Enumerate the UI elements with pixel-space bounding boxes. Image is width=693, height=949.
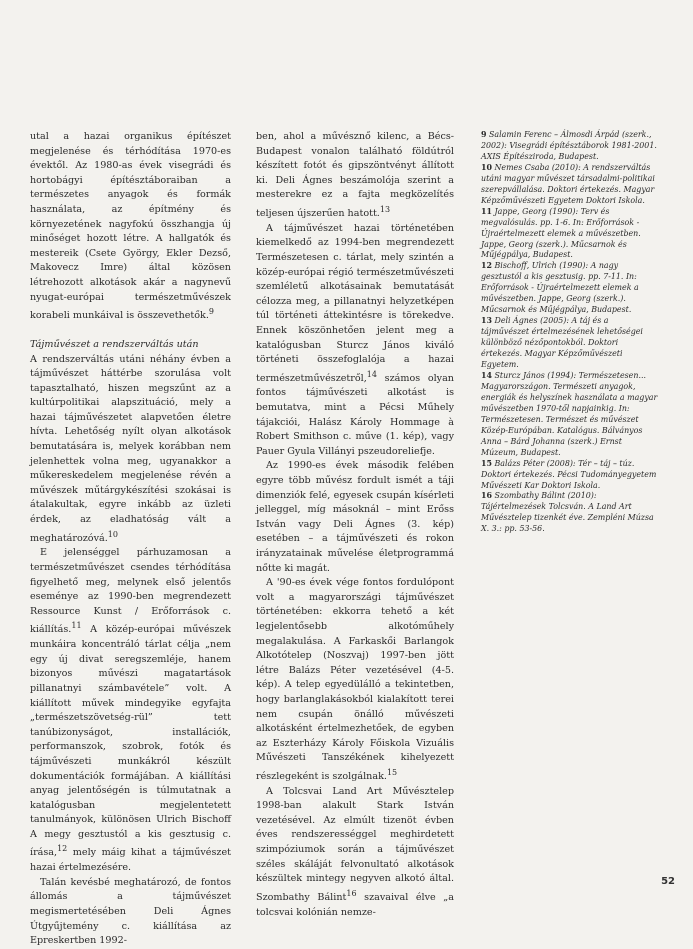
footnote-ref[interactable]: 14 [366, 369, 377, 379]
paragraph: utal a hazai organikus építészet megjelenése és térhódítása 1970-es évektől. Az 1980-as évek visegrádi és hortobágyi építésztáboraiban a természetes anyagok és formák használata, az építmény és környezetének nagyfokú összhangja új minőséget hozott létre. A hallgatók és mestereik (Csete György, Ekler Dezső, Makovecz Imre) által közösen létrehozott alkotások akár a nagynevű nyugat-európai természetművészek korabeli munkáival is összevethetők.$^9$ [30, 131, 231, 322]
paragraph: ben, ahol a művésznő kilenc, a Bécs-Budapest vonalon található földútról készített fotót és gipszöntvényt állított ki. Deli Ágnes beszámolója szerint a mesterekre ez a fajta megközelítés teljesen újszerűen hatott.$^{13}$ [256, 131, 454, 220]
paragraph: E jelenséggel párhuzamosan a természetművészet csendes térhódítása figyelhető meg, melynek első jelentős eseménye az 1990-ben megrendezett Ressource Kunst / Erőforrások c. kiállítás.$^{11}$ A közép-európai művészek munkáira koncentráló tárlat célja „nem egy új divat seregszemléje, hanem bizonyos művészi magatartások pillanatnyi számbavétele” volt. A kiállított művek mindegyike egyfajta „természetszövetség-rül” tett tanúbizonyságot, installációk, performanszok, szobrok, fotók és tájművészeti munkákról készült dokumentációk formájában. A kiállítási anyag jelentőségén is túlmutatnak a katalógusban megjelentetett tanulmányok, különösen Ulrich Bischoff A megy gesztustól a kis gesztusig c. írása,$^{12}$ mely máig kihat a tájművészet hazai értelmezésére. [30, 547, 231, 874]
section-heading: Tájművészet a rendszerváltás után [30, 338, 199, 350]
footnote-ref[interactable]: 13 [379, 204, 391, 214]
text-column-1 [30, 130, 231, 949]
footnote-ref[interactable]: 10 [107, 529, 118, 539]
paragraph: A tájművészet hazai történetében kiemelkedő az 1994-ben megrendezett Természetesen c. tárlat, mely szintén a közép-európai régió természetművészeti szemléletű alkotásainak bemutatását célozza meg, a pillanatnyi helyzetképen túl történeti áttekintésre is törekedve. Ennek köszönhetően jelent meg a katalógusban Sturcz János kiváló történeti összefoglalója a hazai természetművészetről,$^{14}$ számos olyan fontos tájművészeti alkotást is bemutatva, mint a Pécsi Műhely tájakciói, Halász Károly Hommage à Robert Smithson c. műve (1. kép), vagy Pauer Gyula Villányi pszeudoreliefje. [256, 222, 454, 457]
footnote: 16 Szombathy Bálint (2010): Tájértelmezések Tolcsván. A Land Art Művésztelep tizenkét éve. Zempléni Múzsa X. 3.: pp. 53-56. [481, 491, 654, 534]
footnote: 11 Jappe, Georg (1990): Terv és megvalósulás. pp. 1-6. In: Erőforrások - Újraértelmezett elemek a művészetben. Jappe, Georg (szerk.). Műcsarnok és Műjégpálya, Budapest. [481, 206, 641, 260]
footnote-ref[interactable]: 15 [386, 767, 398, 777]
footnote: 9 Salamin Ferenc – Álmosdi Árpád (szerk., 2002): Visegrádi építésztáborok 1981-2001. AXIS Építésziroda, Budapest. [481, 130, 657, 161]
footnote-ref[interactable]: 16 [346, 888, 357, 898]
footnote: 15 Balázs Péter (2008): Tér – táj – túz. Doktori értekezés. Pécsi Tudományegyetem Művészeti Kar Doktori Iskola. [481, 458, 657, 490]
text-column-2 [256, 130, 454, 920]
paragraph: A rendszerváltás utáni néhány évben a tájművészet háttérbe szorulása volt tapasztalható, hiszen megszűnt az a kultúrpolitikai alapszituáció, mely a hazai tájművészetet alapvetően életre hívta. Lehetőség nyílt olyan alkotások bemutatására is, melyek korábban nem jelenhettek volna meg, ugyanakkor a műkereskedelem megjelenése révén a művészek műtárgykészítési szokásai is átalakultak, egyre inkább az üzleti érdek, az eladhatóság vált a meghatározóvá.$^{10}$ [30, 353, 231, 544]
paragraph: Az 1990-es évek második felében egyre több művész fordult ismét a táji dimenziók felé, egyesek csupán kísérleti jelleggel, míg másoknál – mint Erőss István vagy Deli Ágnes (3. kép) esetében – a tájművészeti és rokon irányzatainak művelése életprogrammá nőtte ki magát. [256, 460, 454, 574]
paragraph: A Tolcsvai Land Art Művésztelep 1998-ban alakult Stark István vezetésével. Az elmúlt tizenöt évben éves rendszerességgel meghirdetett szimpóziumok során a tájművészet széles skáláját felvonultató alkotások készültek mintegy negyven alkotó által. Szombathy Bálint$^{16}$ szavaival élve „a tolcsvai kolónián nemze- [256, 785, 454, 918]
footnote: 13 Deli Ágnes (2005): A táj és a tájművészet értelmezésének lehetőségei különböző nézőpontokból. Doktori értekezés. Magyar Képzőművészeti Egyetem. [481, 316, 643, 370]
footnote: 14 Sturcz János (1994): Természetesen... Magyarországon. Természeti anyagok, energiák és helyszínek használata a magyar művészetben 1970-től napjainkig. In: Természetesen. Természet és művészet Közép-Európában. Katalógus. Bálványos Anna – Bárd Johanna (szerk.) Ernst Múzeum, Budapest. [481, 370, 658, 457]
footnotes-column [481, 130, 659, 535]
footnote: 12 Bischoff, Ulrich (1990): A nagy gesztustól a kis gesztusig. pp. 7-11. In: Erőforrások - Újraértelmezett elemek a művészetben. Jappe, Georg (szerk.). Műcsarnok és Műjégpálya, Budapest. [481, 261, 639, 315]
footnote-ref[interactable]: 9 [208, 307, 215, 317]
paragraph: A '90-es évek vége fontos fordulópont volt a magyarországi tájművészet történetében: ekkorra tehető a két legjelentősebb alkotóműhely megalakulása. A Farkaskői Barlangok Alkotótelep (Noszvaj) 1997-ben jött létre Balázs Péter vezetésével (4-5. kép). A telep egyedülálló a tekintetben, hogy barlanglakásokból kialakított terei nem csupán önálló művészeti alkotásként értelmezhetőek, de egyben az Eszterházy Károly Főiskola Vizuális Művészeti Tanszékének kihelyezett részlegeként is szolgálnak.$^{15}$ [256, 577, 454, 783]
footnote-ref[interactable]: 12 [57, 844, 68, 854]
paragraph: Talán kevésbé meghatározó, de fontos állomás a tájművészet megismertetésében Deli Ágnes Útgyűjtemény c. kiállítása az Epreskertben 1992- [30, 876, 231, 947]
footnote: 10 Nemes Csaba (2010): A rendszerváltás utáni magyar művészet társadalmi-politikai szerepvállalása. Doktori értekezés. Magyar Képzőművészeti Egyetem Doktori Iskola. [481, 162, 655, 205]
page-number: 52 [661, 876, 675, 887]
footnote-ref[interactable]: 11 [71, 621, 82, 631]
